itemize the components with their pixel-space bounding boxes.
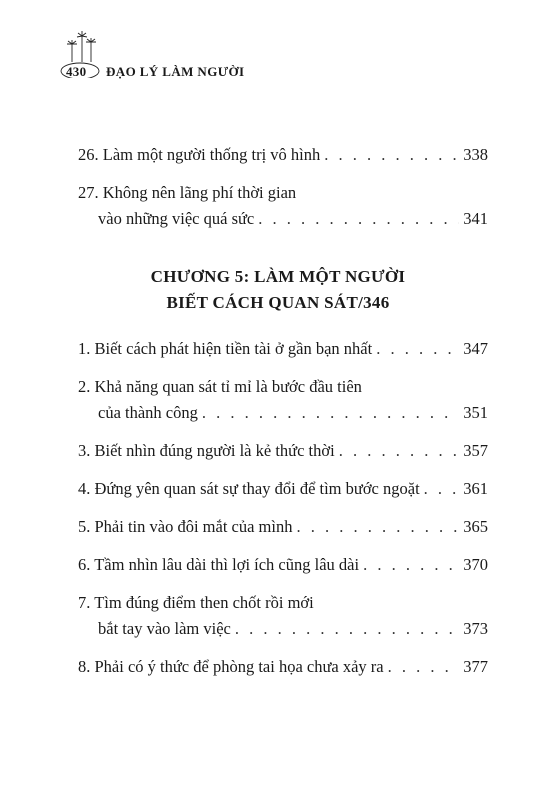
dot-leader bbox=[258, 206, 459, 232]
entry-page: 370 bbox=[463, 555, 488, 574]
entry-title-cont: của thành công bbox=[98, 403, 198, 422]
dot-leader bbox=[424, 476, 460, 502]
dot-leader bbox=[202, 400, 459, 426]
page-number: 430 bbox=[66, 64, 87, 79]
entry-title: 3. Biết nhìn đúng người là kẻ thức thời bbox=[78, 441, 335, 460]
toc-line bbox=[78, 142, 488, 168]
entry-title: 6. Tầm nhìn lâu dài thì lợi ích cũng lâu dài bbox=[78, 555, 360, 574]
dot-leader bbox=[363, 552, 459, 578]
entry-title: 4. Đứng yên quan sát sự thay đổi để tìm bước ngoặt bbox=[78, 479, 420, 498]
toc-entry bbox=[78, 476, 488, 502]
entry-title-cont: bắt tay vào làm việc bbox=[98, 619, 231, 638]
toc-line bbox=[78, 336, 488, 362]
toc-line bbox=[78, 476, 488, 502]
entry-title: 8. Phải có ý thức để phòng tai họa chưa xảy ra bbox=[78, 657, 384, 676]
toc-line bbox=[78, 654, 488, 680]
entry-title-cont: vào những việc quá sức bbox=[98, 209, 255, 228]
entry-page: 373 bbox=[463, 619, 488, 638]
entry-title: 7. Tìm đúng điểm then chốt rồi mới bbox=[78, 593, 314, 612]
toc-line bbox=[78, 616, 488, 642]
toc-entry bbox=[78, 654, 488, 680]
toc-line bbox=[78, 552, 488, 578]
toc-entry bbox=[78, 552, 488, 578]
dot-leader bbox=[339, 438, 460, 464]
toc-line bbox=[78, 590, 488, 616]
toc-line bbox=[78, 438, 488, 464]
toc-line bbox=[78, 374, 488, 400]
dot-leader bbox=[296, 514, 459, 540]
running-header bbox=[58, 28, 358, 80]
entry-page: 351 bbox=[463, 403, 488, 422]
toc-entry bbox=[78, 514, 488, 540]
toc-entry bbox=[78, 336, 488, 362]
book-title: ĐẠO LÝ LÀM NGƯỜI bbox=[106, 64, 245, 79]
entry-title: 5. Phải tin vào đôi mắt của mình bbox=[78, 517, 293, 536]
entry-page: 365 bbox=[463, 517, 488, 536]
chapter-heading bbox=[0, 264, 556, 316]
entry-page: 361 bbox=[463, 479, 488, 498]
toc-entry bbox=[78, 438, 488, 464]
dot-leader bbox=[388, 654, 460, 680]
toc-entry bbox=[78, 590, 488, 642]
entry-page: 338 bbox=[463, 145, 488, 164]
entry-title: 26. Làm một người thống trị vô hình bbox=[78, 145, 321, 164]
entry-page: 377 bbox=[463, 657, 488, 676]
toc-line bbox=[78, 400, 488, 426]
toc-line bbox=[78, 514, 488, 540]
entry-page: 357 bbox=[463, 441, 488, 460]
entry-page: 341 bbox=[463, 209, 488, 228]
dot-leader bbox=[376, 336, 459, 362]
toc-line bbox=[78, 180, 488, 206]
toc-entry bbox=[78, 180, 488, 232]
toc-line bbox=[78, 206, 488, 232]
chapter-title-line2: BIẾT CÁCH QUAN SÁT/346 bbox=[166, 293, 390, 312]
entry-page: 347 bbox=[463, 339, 488, 358]
chapter-title-line1: CHƯƠNG 5: LÀM MỘT NGƯỜI bbox=[150, 267, 406, 286]
toc-entry bbox=[78, 374, 488, 426]
dot-leader bbox=[235, 616, 459, 642]
entry-title: 27. Không nên lãng phí thời gian bbox=[78, 183, 297, 202]
toc-entry bbox=[78, 142, 488, 168]
entry-title: 1. Biết cách phát hiện tiền tài ở gần bạn nhất bbox=[78, 339, 373, 358]
dot-leader bbox=[324, 142, 459, 168]
entry-title: 2. Khả năng quan sát tỉ mỉ là bước đầu tiên bbox=[78, 377, 362, 396]
